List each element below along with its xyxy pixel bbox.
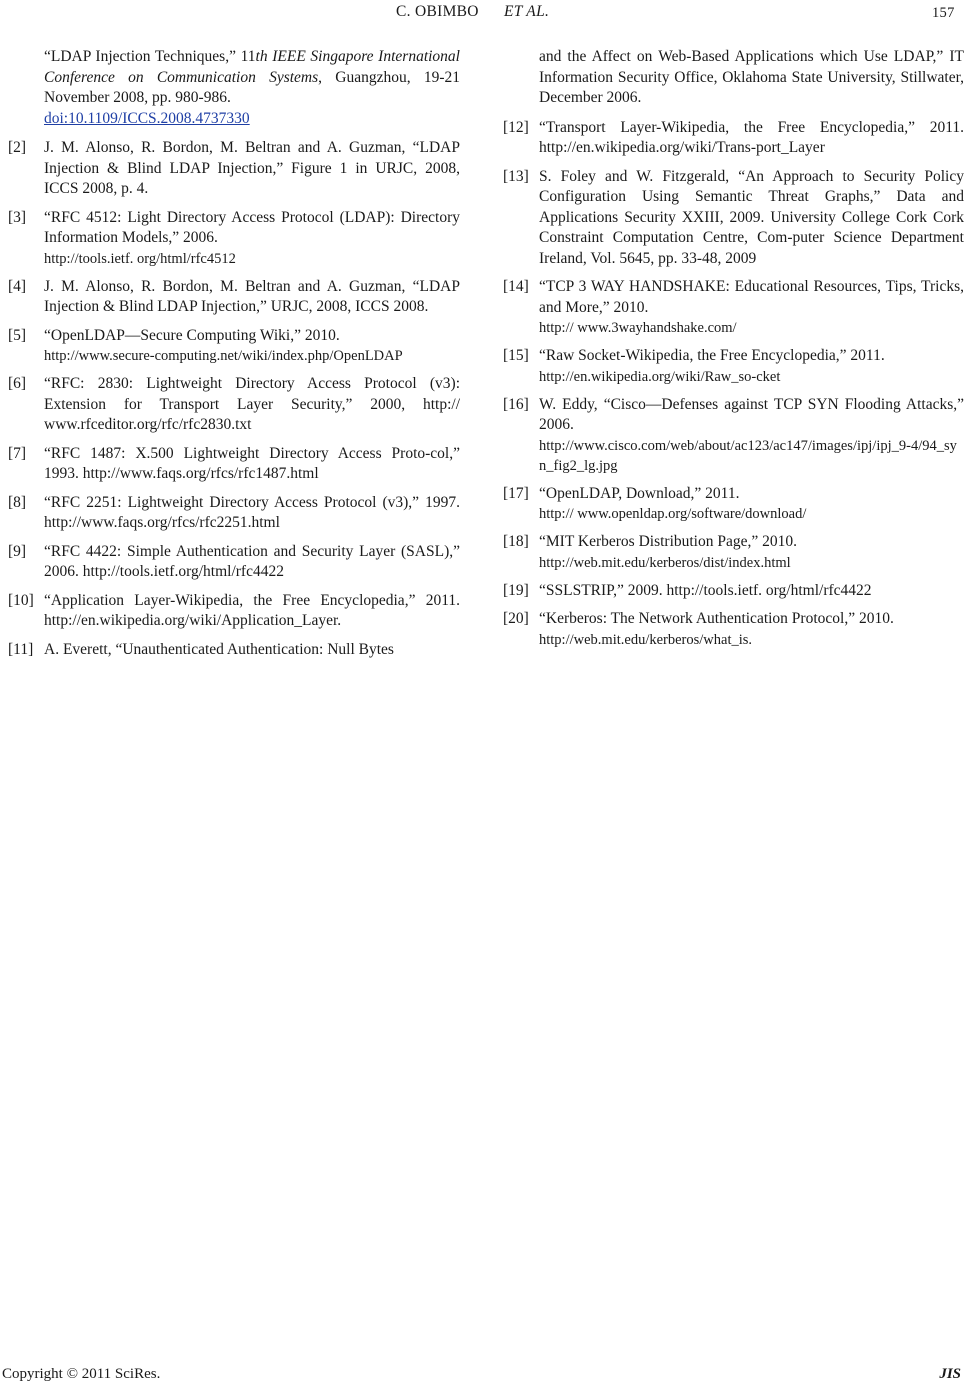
reference-item [8,640,460,661]
reference-number: [3] [8,208,27,226]
reference-text: “MIT Kerberos Distribution Page,” 2010. [539,533,797,550]
reference-text: “OpenLDAP—Secure Computing Wiki,” 2010. [44,326,340,344]
page-number: 157 [932,5,955,21]
ref-continued-venue: th IEEE Singapore International Conference on Communication Systems [44,48,460,86]
reference-item [503,581,964,602]
reference-text: “Kerberos: The Network Authentication Protocol,” 2010. [539,610,894,627]
reference-url[interactable]: http:// www.3wayhandshake.com/ [539,320,737,336]
reference-item [8,591,460,632]
reference-item [8,277,460,318]
reference-text: A. Everett, “Unauthenticated Authentication: Null Bytes [44,640,394,658]
reference-text: “RFC 4422: Simple Authentication and Security Layer (SASL),” 2006. http://tools.ietf.org/html/rfc4422 [44,542,460,580]
reference-item [503,532,964,573]
reference-url[interactable]: http://en.wikipedia.org/wiki/Raw_so-cket [539,368,781,385]
left-column [8,47,460,668]
reference-number: [11] [8,640,34,658]
reference-item [503,167,964,270]
reference-number: [17] [503,484,529,502]
right-column [503,47,964,658]
reference-text: “RFC 2251: Lightweight Directory Access Protocol (v3),” 1997. http://www.faqs.org/rfcs/rfc2251.html [44,493,460,531]
reference-number: [7] [8,444,27,462]
running-head [0,0,965,30]
reference-text: “Raw Socket-Wikipedia, the Free Encyclopedia,” 2011. [539,347,885,364]
reference-number: [20] [503,610,529,627]
doi-link[interactable]: doi:10.1109/ICCS.2008.4737330 [44,109,250,127]
reference-url[interactable]: http://web.mit.edu/kerberos/what_is. [539,631,753,648]
reference-text: “OpenLDAP, Download,” 2011. [539,484,740,502]
reference-url[interactable]: http:// www.openldap.org/software/download/ [539,506,807,522]
reference-item [8,542,460,583]
reference-text: S. Foley and W. Fitzgerald, “An Approach to Security Policy Configuration Using Semantic Threat Graphs,” Data and Applications Security XXIII, 2009. University College Cork Cork Constraint Computation Centre, Com-puter Science Department Ireland, Vol. 5645, pp. 33-48, 2009 [539,167,964,267]
reference-url[interactable]: http://www.cisco.com/web/about/ac123/ac147/images/ipj/ipj_9-4/94_syn_fig2_lg.jpg [539,437,957,474]
reference-number: [19] [503,581,529,599]
reference-number: [9] [8,542,27,560]
reference-continued-right: and the Affect on Web-Based Applications which Use LDAP,” IT Information Security Office, Oklahoma State University, Stillwater, December 2006. [539,48,964,106]
reference-number: [15] [503,347,529,364]
reference-number: [2] [8,139,27,156]
reference-text: J. M. Alonso, R. Bordon, M. Beltran and A. Guzman, “LDAP Injection & Blind LDAP Injection,” URJC, 2008, ICCS 2008. [44,277,460,315]
reference-url[interactable]: http://tools.ietf. org/html/rfc4512 [44,250,236,267]
reference-text: “SSLSTRIP,” 2009. http://tools.ietf. org/html/rfc4422 [539,581,872,599]
reference-text: “RFC 4512: Light Directory Access Protocol (LDAP): Directory Information Models,” 2006. [44,208,460,246]
reference-item [503,395,964,476]
reference-continued [8,47,460,129]
reference-item [503,609,964,650]
reference-text: J. M. Alonso, R. Bordon, M. Beltran and A. Guzman, “LDAP Injection & Blind LDAP Injection,” Figure 1 in URJC, 2008, ICCS 2008, p. 4. [44,139,460,197]
header-etal: ET AL. [504,3,550,20]
reference-number: [12] [503,118,529,136]
reference-item [503,118,964,159]
reference-item [8,138,460,200]
journal-abbrev: JIS [939,1366,961,1382]
reference-number: [10] [8,591,34,609]
reference-number: [5] [8,326,27,344]
reference-item [8,493,460,534]
reference-item [8,326,460,367]
header-author: C. OBIMBO [396,3,479,20]
reference-item [503,277,964,338]
reference-text: “RFC 1487: X.500 Lightweight Directory Access Proto-col,” 1993. http://www.faqs.org/rfcs/rfc1487.html [44,444,460,482]
reference-number: [14] [503,278,529,295]
copyright: Copyright © 2011 SciRes. [2,1366,161,1382]
reference-text: “Transport Layer-Wikipedia, the Free Encyclopedia,” 2011. http://en.wikipedia.org/wiki/Trans-port_Layer [539,118,964,156]
ref-continued-prefix: “LDAP Injection Techniques,” 11 [44,48,256,65]
reference-text: “TCP 3 WAY HANDSHAKE: Educational Resources, Tips, Tricks, and More,” 2010. [539,278,964,316]
reference-text: “Application Layer-Wikipedia, the Free Encyclopedia,” 2011. http://en.wikipedia.org/wiki/Application_Layer. [44,591,460,629]
reference-number: [18] [503,533,529,550]
reference-number: [13] [503,167,529,185]
reference-text: “RFC: 2830: Lightweight Directory Access Protocol (v3): Extension for Transport Layer Security,” 2000, http:// www.rfceditor.org/rfc/rfc2830.txt [44,375,460,433]
reference-url[interactable]: http://web.mit.edu/kerberos/dist/index.html [539,554,791,571]
page-footer [0,1364,965,1386]
right-reference-list [503,118,964,650]
reference-item [503,484,964,525]
ref-continued-suffix: , Guangzhou, 19-21 November 2008, pp. 980-986. [44,68,460,106]
reference-number: [16] [503,395,529,413]
reference-text: W. Eddy, “Cisco—Defenses against TCP SYN Flooding Attacks,” 2006. [539,395,964,433]
reference-number: [4] [8,277,27,295]
reference-item [8,444,460,485]
reference-item [503,346,964,387]
reference-number: [6] [8,375,27,392]
reference-number: [8] [8,493,27,511]
reference-item [8,374,460,436]
reference-url[interactable]: http://www.secure-computing.net/wiki/index.php/OpenLDAP [44,348,403,364]
reference-item [8,208,460,269]
left-reference-list [8,138,460,660]
